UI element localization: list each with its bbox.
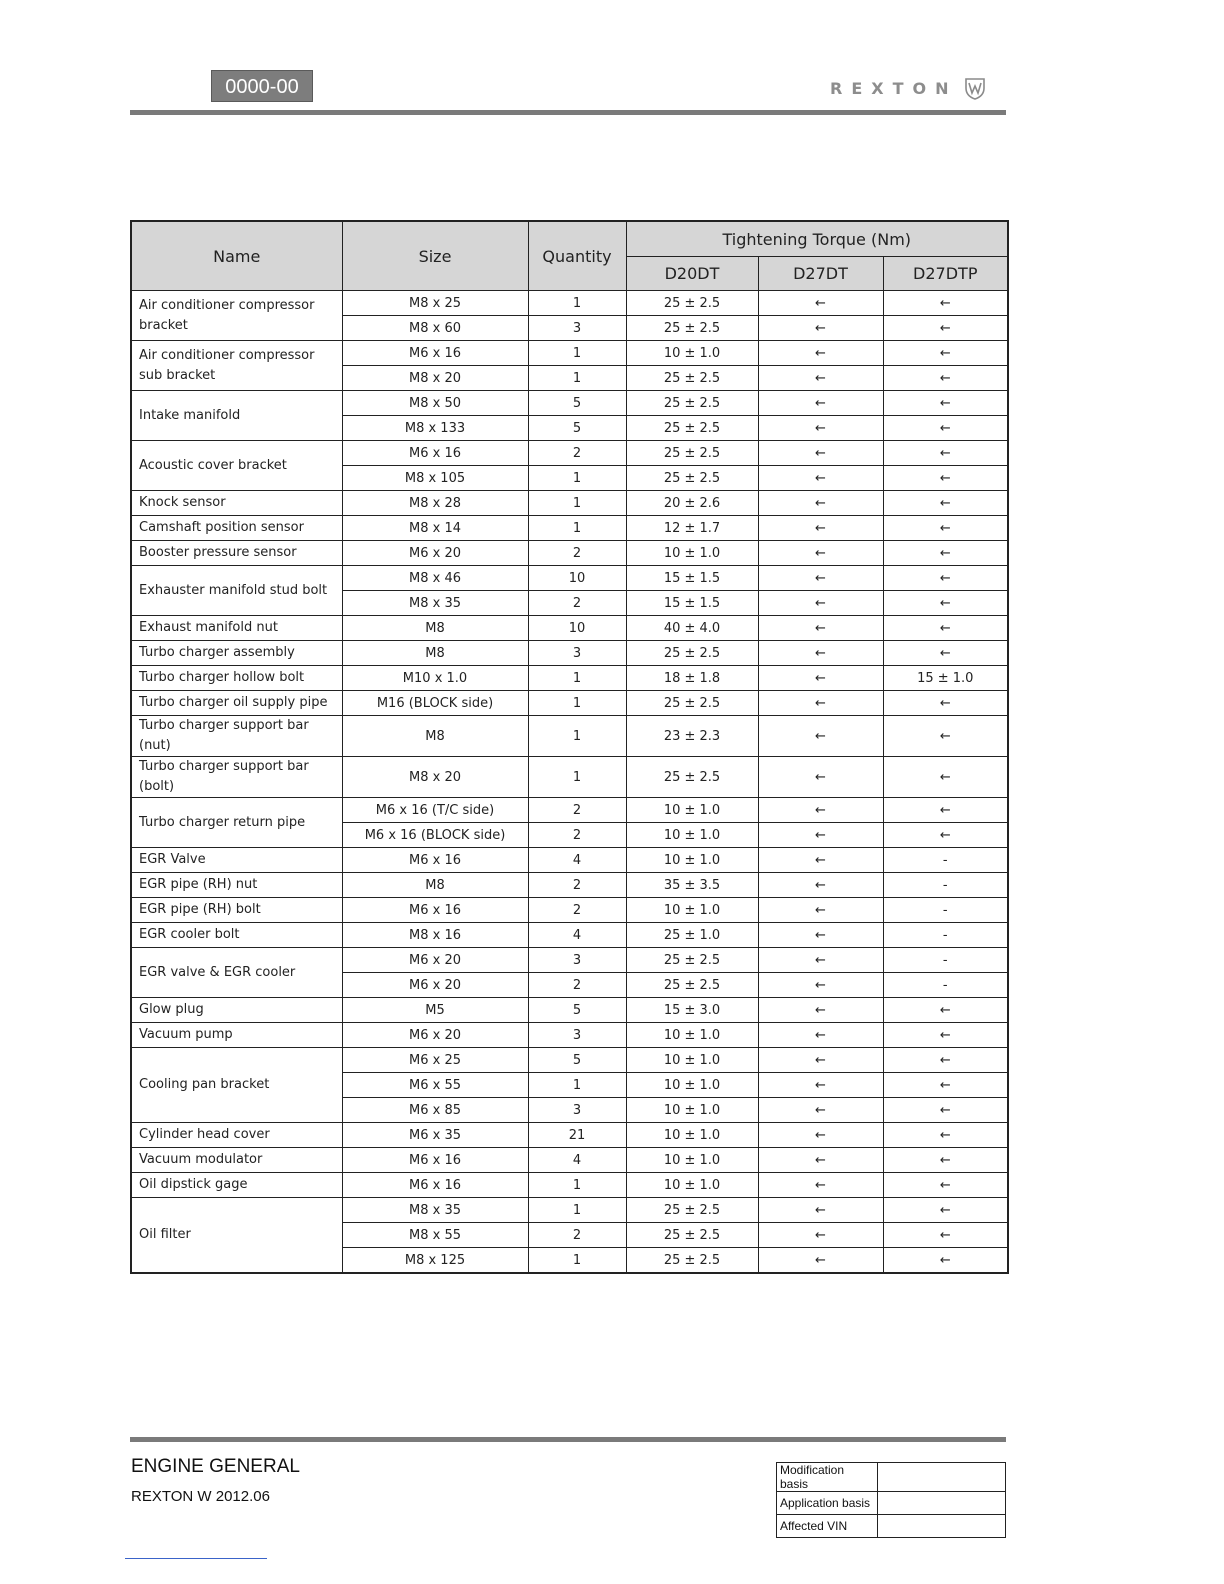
d27dtp-torque-cell: ← — [883, 291, 1008, 316]
part-name-cell: Knock sensor — [131, 491, 342, 516]
d20dt-torque-cell: 10 ± 1.0 — [626, 898, 758, 923]
size-cell: M6 x 16 — [342, 341, 528, 366]
d27dtp-torque-cell: ← — [883, 616, 1008, 641]
d27dtp-torque-cell: ← — [883, 716, 1008, 757]
d27dtp-torque-cell: ← — [883, 1248, 1008, 1274]
quantity-cell: 1 — [528, 1073, 626, 1098]
d20dt-torque-cell: 25 ± 2.5 — [626, 641, 758, 666]
d27dt-torque-cell: ← — [758, 566, 883, 591]
d27dtp-torque-cell: 15 ± 1.0 — [883, 666, 1008, 691]
quantity-cell: 1 — [528, 466, 626, 491]
col-header-size: Size — [342, 221, 528, 291]
quantity-cell: 21 — [528, 1123, 626, 1148]
part-name-cell: Vacuum pump — [131, 1023, 342, 1048]
quantity-cell: 2 — [528, 798, 626, 823]
d20dt-torque-cell: 15 ± 1.5 — [626, 566, 758, 591]
size-cell: M8 x 133 — [342, 416, 528, 441]
d20dt-torque-cell: 25 ± 2.5 — [626, 466, 758, 491]
d20dt-torque-cell: 23 ± 2.3 — [626, 716, 758, 757]
d27dt-torque-cell: ← — [758, 441, 883, 466]
d27dtp-torque-cell: ← — [883, 466, 1008, 491]
d20dt-torque-cell: 10 ± 1.0 — [626, 1123, 758, 1148]
table-row — [131, 541, 1008, 566]
quantity-cell: 3 — [528, 641, 626, 666]
d27dt-torque-cell: ← — [758, 341, 883, 366]
d27dt-torque-cell: ← — [758, 1023, 883, 1048]
d27dtp-torque-cell: - — [883, 923, 1008, 948]
d27dtp-torque-cell: - — [883, 898, 1008, 923]
quantity-cell: 2 — [528, 441, 626, 466]
d27dtp-torque-cell: ← — [883, 591, 1008, 616]
d27dtp-torque-cell: ← — [883, 1198, 1008, 1223]
d20dt-torque-cell: 25 ± 2.5 — [626, 948, 758, 973]
quantity-cell: 1 — [528, 341, 626, 366]
table-row — [131, 998, 1008, 1023]
d27dtp-torque-cell: ← — [883, 1098, 1008, 1123]
d27dtp-torque-cell: ← — [883, 416, 1008, 441]
d27dtp-torque-cell: ← — [883, 1148, 1008, 1173]
torque-spec-table — [130, 220, 1009, 1274]
quantity-cell: 2 — [528, 591, 626, 616]
part-name-cell: Exhauster manifold stud bolt — [131, 566, 342, 616]
size-cell: M8 x 35 — [342, 1198, 528, 1223]
d27dtp-torque-cell: ← — [883, 641, 1008, 666]
quantity-cell: 1 — [528, 291, 626, 316]
size-cell: M8 x 46 — [342, 566, 528, 591]
quantity-cell: 1 — [528, 716, 626, 757]
d27dt-torque-cell: ← — [758, 848, 883, 873]
d27dtp-torque-cell: ← — [883, 823, 1008, 848]
d20dt-torque-cell: 25 ± 2.5 — [626, 757, 758, 798]
d27dt-torque-cell: ← — [758, 1123, 883, 1148]
col-header-name: Name — [131, 221, 342, 291]
size-cell: M6 x 55 — [342, 1073, 528, 1098]
d27dtp-torque-cell: ← — [883, 1023, 1008, 1048]
size-cell: M8 x 20 — [342, 366, 528, 391]
d20dt-torque-cell: 25 ± 2.5 — [626, 1248, 758, 1274]
col-header-torque-group: Tightening Torque (Nm) — [626, 221, 1008, 257]
d27dt-torque-cell: ← — [758, 391, 883, 416]
d27dt-torque-cell: ← — [758, 291, 883, 316]
quantity-cell: 1 — [528, 516, 626, 541]
table-row — [131, 1148, 1008, 1173]
d27dt-torque-cell: ← — [758, 1148, 883, 1173]
size-cell: M8 x 35 — [342, 591, 528, 616]
part-name-cell: Air conditioner compressor sub bracket — [131, 341, 342, 391]
revision-value — [878, 1515, 1006, 1538]
quantity-cell: 1 — [528, 757, 626, 798]
d20dt-torque-cell: 40 ± 4.0 — [626, 616, 758, 641]
table-row — [131, 1198, 1008, 1223]
part-name-cell: Booster pressure sensor — [131, 541, 342, 566]
table-row — [131, 1173, 1008, 1198]
d27dtp-torque-cell: ← — [883, 566, 1008, 591]
table-row — [131, 923, 1008, 948]
revision-label: Modification basis — [777, 1463, 878, 1492]
quantity-cell: 5 — [528, 391, 626, 416]
part-name-cell: Oil dipstick gage — [131, 1173, 342, 1198]
d27dtp-torque-cell: ← — [883, 1073, 1008, 1098]
d27dt-torque-cell: ← — [758, 416, 883, 441]
table-row — [131, 848, 1008, 873]
size-cell: M6 x 16 — [342, 1173, 528, 1198]
quantity-cell: 2 — [528, 898, 626, 923]
table-row — [131, 691, 1008, 716]
d27dtp-torque-cell: ← — [883, 541, 1008, 566]
page-code: 0000-00 — [211, 70, 313, 102]
quantity-cell: 2 — [528, 541, 626, 566]
part-name-cell: Turbo charger support bar (bolt) — [131, 757, 342, 798]
d27dtp-torque-cell: - — [883, 948, 1008, 973]
size-cell: M8 x 14 — [342, 516, 528, 541]
quantity-cell: 10 — [528, 566, 626, 591]
d27dt-torque-cell: ← — [758, 516, 883, 541]
quantity-cell: 1 — [528, 1173, 626, 1198]
d20dt-torque-cell: 10 ± 1.0 — [626, 1023, 758, 1048]
quantity-cell: 1 — [528, 366, 626, 391]
table-row — [131, 516, 1008, 541]
d20dt-torque-cell: 15 ± 1.5 — [626, 591, 758, 616]
quantity-cell: 4 — [528, 848, 626, 873]
d27dt-torque-cell: ← — [758, 923, 883, 948]
quantity-cell: 3 — [528, 316, 626, 341]
table-row — [131, 716, 1008, 757]
size-cell: M6 x 16 (T/C side) — [342, 798, 528, 823]
part-name-cell: Turbo charger hollow bolt — [131, 666, 342, 691]
table-row — [131, 341, 1008, 366]
d20dt-torque-cell: 25 ± 1.0 — [626, 923, 758, 948]
d20dt-torque-cell: 10 ± 1.0 — [626, 1148, 758, 1173]
d20dt-torque-cell: 10 ± 1.0 — [626, 341, 758, 366]
part-name-cell: Turbo charger assembly — [131, 641, 342, 666]
table-row — [131, 948, 1008, 973]
d20dt-torque-cell: 10 ± 1.0 — [626, 1073, 758, 1098]
col-header-d27dt: D27DT — [758, 257, 883, 291]
d27dtp-torque-cell: ← — [883, 516, 1008, 541]
footer-link-underline — [125, 1558, 267, 1559]
col-header-d20dt: D20DT — [626, 257, 758, 291]
quantity-cell: 4 — [528, 1148, 626, 1173]
size-cell: M8 x 105 — [342, 466, 528, 491]
part-name-cell: EGR valve & EGR cooler — [131, 948, 342, 998]
part-name-cell: Turbo charger return pipe — [131, 798, 342, 848]
d27dtp-torque-cell: ← — [883, 1123, 1008, 1148]
quantity-cell: 3 — [528, 1098, 626, 1123]
revision-value — [878, 1463, 1006, 1492]
quantity-cell: 2 — [528, 1223, 626, 1248]
d27dt-torque-cell: ← — [758, 666, 883, 691]
d27dt-torque-cell: ← — [758, 316, 883, 341]
quantity-cell: 2 — [528, 973, 626, 998]
ssangyong-logo-icon — [964, 76, 986, 100]
size-cell: M6 x 16 — [342, 441, 528, 466]
part-name-cell: Camshaft position sensor — [131, 516, 342, 541]
section-title: ENGINE GENERAL — [131, 1456, 300, 1477]
table-row — [131, 291, 1008, 316]
d20dt-torque-cell: 10 ± 1.0 — [626, 848, 758, 873]
size-cell: M6 x 20 — [342, 948, 528, 973]
table-row — [131, 566, 1008, 591]
part-name-cell: Exhaust manifold nut — [131, 616, 342, 641]
d27dt-torque-cell: ← — [758, 998, 883, 1023]
d27dt-torque-cell: ← — [758, 1248, 883, 1274]
quantity-cell: 5 — [528, 1048, 626, 1073]
torque-spec-body — [131, 291, 1008, 1274]
size-cell: M6 x 20 — [342, 541, 528, 566]
d27dt-torque-cell: ← — [758, 541, 883, 566]
d27dt-torque-cell: ← — [758, 757, 883, 798]
size-cell: M8 — [342, 616, 528, 641]
d20dt-torque-cell: 25 ± 2.5 — [626, 441, 758, 466]
d27dt-torque-cell: ← — [758, 1173, 883, 1198]
d27dt-torque-cell: ← — [758, 973, 883, 998]
quantity-cell: 5 — [528, 416, 626, 441]
size-cell: M8 x 25 — [342, 291, 528, 316]
quantity-cell: 1 — [528, 1248, 626, 1274]
d27dt-torque-cell: ← — [758, 948, 883, 973]
d27dtp-torque-cell: - — [883, 973, 1008, 998]
d20dt-torque-cell: 20 ± 2.6 — [626, 491, 758, 516]
d20dt-torque-cell: 25 ± 2.5 — [626, 366, 758, 391]
part-name-cell: Turbo charger oil supply pipe — [131, 691, 342, 716]
d20dt-torque-cell: 25 ± 2.5 — [626, 291, 758, 316]
table-row — [131, 391, 1008, 416]
d20dt-torque-cell: 25 ± 2.5 — [626, 316, 758, 341]
d27dtp-torque-cell: ← — [883, 441, 1008, 466]
brand-mark — [830, 74, 986, 102]
quantity-cell: 4 — [528, 923, 626, 948]
table-row — [131, 873, 1008, 898]
d27dt-torque-cell: ← — [758, 691, 883, 716]
d27dt-torque-cell: ← — [758, 873, 883, 898]
d27dt-torque-cell: ← — [758, 366, 883, 391]
d27dtp-torque-cell: ← — [883, 691, 1008, 716]
part-name-cell: EGR cooler bolt — [131, 923, 342, 948]
quantity-cell: 1 — [528, 666, 626, 691]
table-row — [131, 666, 1008, 691]
revision-row — [777, 1515, 1006, 1538]
size-cell: M8 x 50 — [342, 391, 528, 416]
d27dt-torque-cell: ← — [758, 1098, 883, 1123]
model-label: REXTON W 2012.06 — [131, 1488, 270, 1505]
part-name-cell: EGR pipe (RH) nut — [131, 873, 342, 898]
header-rule — [130, 110, 1006, 115]
size-cell: M5 — [342, 998, 528, 1023]
part-name-cell: Vacuum modulator — [131, 1148, 342, 1173]
d20dt-torque-cell: 25 ± 2.5 — [626, 391, 758, 416]
d27dt-torque-cell: ← — [758, 898, 883, 923]
size-cell: M6 x 16 — [342, 898, 528, 923]
d27dtp-torque-cell: ← — [883, 491, 1008, 516]
d27dt-torque-cell: ← — [758, 1198, 883, 1223]
quantity-cell: 3 — [528, 1023, 626, 1048]
table-row — [131, 441, 1008, 466]
size-cell: M6 x 16 — [342, 848, 528, 873]
d27dtp-torque-cell: - — [883, 848, 1008, 873]
size-cell: M16 (BLOCK side) — [342, 691, 528, 716]
size-cell: M8 x 20 — [342, 757, 528, 798]
size-cell: M8 x 125 — [342, 1248, 528, 1274]
table-row — [131, 616, 1008, 641]
part-name-cell: EGR pipe (RH) bolt — [131, 898, 342, 923]
d27dtp-torque-cell: ← — [883, 391, 1008, 416]
part-name-cell: Turbo charger support bar (nut) — [131, 716, 342, 757]
revision-label: Application basis — [777, 1492, 878, 1515]
d27dtp-torque-cell: ← — [883, 757, 1008, 798]
size-cell: M6 x 20 — [342, 1023, 528, 1048]
part-name-cell: Oil filter — [131, 1198, 342, 1274]
size-cell: M8 x 16 — [342, 923, 528, 948]
size-cell: M6 x 20 — [342, 973, 528, 998]
d27dtp-torque-cell: ← — [883, 1173, 1008, 1198]
d27dt-torque-cell: ← — [758, 798, 883, 823]
size-cell: M8 x 60 — [342, 316, 528, 341]
d27dtp-torque-cell: ← — [883, 316, 1008, 341]
table-row — [131, 1048, 1008, 1073]
d20dt-torque-cell: 18 ± 1.8 — [626, 666, 758, 691]
d20dt-torque-cell: 10 ± 1.0 — [626, 541, 758, 566]
table-row — [131, 641, 1008, 666]
revision-body — [777, 1463, 1006, 1538]
quantity-cell: 10 — [528, 616, 626, 641]
quantity-cell: 5 — [528, 998, 626, 1023]
size-cell: M10 x 1.0 — [342, 666, 528, 691]
footer-rule — [130, 1437, 1006, 1442]
d20dt-torque-cell: 25 ± 2.5 — [626, 973, 758, 998]
part-name-cell: Glow plug — [131, 998, 342, 1023]
d27dt-torque-cell: ← — [758, 641, 883, 666]
d20dt-torque-cell: 35 ± 3.5 — [626, 873, 758, 898]
d27dt-torque-cell: ← — [758, 616, 883, 641]
d27dtp-torque-cell: ← — [883, 341, 1008, 366]
table-row — [131, 491, 1008, 516]
revision-label: Affected VIN — [777, 1515, 878, 1538]
table-row — [131, 898, 1008, 923]
quantity-cell: 1 — [528, 691, 626, 716]
d20dt-torque-cell: 25 ± 2.5 — [626, 691, 758, 716]
d27dt-torque-cell: ← — [758, 823, 883, 848]
quantity-cell: 1 — [528, 491, 626, 516]
part-name-cell: EGR Valve — [131, 848, 342, 873]
part-name-cell: Cooling pan bracket — [131, 1048, 342, 1123]
d20dt-torque-cell: 25 ± 2.5 — [626, 1223, 758, 1248]
size-cell: M8 — [342, 641, 528, 666]
revision-row — [777, 1463, 1006, 1492]
d20dt-torque-cell: 25 ± 2.5 — [626, 416, 758, 441]
d27dt-torque-cell: ← — [758, 716, 883, 757]
d27dtp-torque-cell: ← — [883, 1223, 1008, 1248]
d27dt-torque-cell: ← — [758, 1048, 883, 1073]
d20dt-torque-cell: 10 ± 1.0 — [626, 1173, 758, 1198]
revision-row — [777, 1492, 1006, 1515]
d27dtp-torque-cell: ← — [883, 366, 1008, 391]
d20dt-torque-cell: 10 ± 1.0 — [626, 1098, 758, 1123]
d27dt-torque-cell: ← — [758, 491, 883, 516]
d20dt-torque-cell: 10 ± 1.0 — [626, 823, 758, 848]
d20dt-torque-cell: 15 ± 3.0 — [626, 998, 758, 1023]
size-cell: M6 x 16 — [342, 1148, 528, 1173]
revision-box — [776, 1462, 1006, 1538]
part-name-cell: Acoustic cover bracket — [131, 441, 342, 491]
revision-value — [878, 1492, 1006, 1515]
size-cell: M8 x 28 — [342, 491, 528, 516]
part-name-cell: Intake manifold — [131, 391, 342, 441]
size-cell: M8 — [342, 716, 528, 757]
table-row — [131, 1123, 1008, 1148]
part-name-cell: Air conditioner compressor bracket — [131, 291, 342, 341]
d20dt-torque-cell: 10 ± 1.0 — [626, 798, 758, 823]
d27dtp-torque-cell: ← — [883, 798, 1008, 823]
d27dt-torque-cell: ← — [758, 591, 883, 616]
table-row — [131, 757, 1008, 798]
quantity-cell: 1 — [528, 1198, 626, 1223]
part-name-cell: Cylinder head cover — [131, 1123, 342, 1148]
d27dtp-torque-cell: ← — [883, 1048, 1008, 1073]
size-cell: M6 x 25 — [342, 1048, 528, 1073]
col-header-d27dtp: D27DTP — [883, 257, 1008, 291]
brand-wordmark: REXTON — [830, 78, 958, 98]
size-cell: M6 x 35 — [342, 1123, 528, 1148]
d20dt-torque-cell: 10 ± 1.0 — [626, 1048, 758, 1073]
table-row — [131, 798, 1008, 823]
d27dt-torque-cell: ← — [758, 1073, 883, 1098]
col-header-quantity: Quantity — [528, 221, 626, 291]
d27dtp-torque-cell: ← — [883, 998, 1008, 1023]
quantity-cell: 2 — [528, 873, 626, 898]
size-cell: M6 x 85 — [342, 1098, 528, 1123]
d27dt-torque-cell: ← — [758, 466, 883, 491]
table-row — [131, 1023, 1008, 1048]
size-cell: M8 — [342, 873, 528, 898]
quantity-cell: 2 — [528, 823, 626, 848]
size-cell: M6 x 16 (BLOCK side) — [342, 823, 528, 848]
d20dt-torque-cell: 25 ± 2.5 — [626, 1198, 758, 1223]
d20dt-torque-cell: 12 ± 1.7 — [626, 516, 758, 541]
d27dt-torque-cell: ← — [758, 1223, 883, 1248]
d27dtp-torque-cell: - — [883, 873, 1008, 898]
quantity-cell: 3 — [528, 948, 626, 973]
size-cell: M8 x 55 — [342, 1223, 528, 1248]
